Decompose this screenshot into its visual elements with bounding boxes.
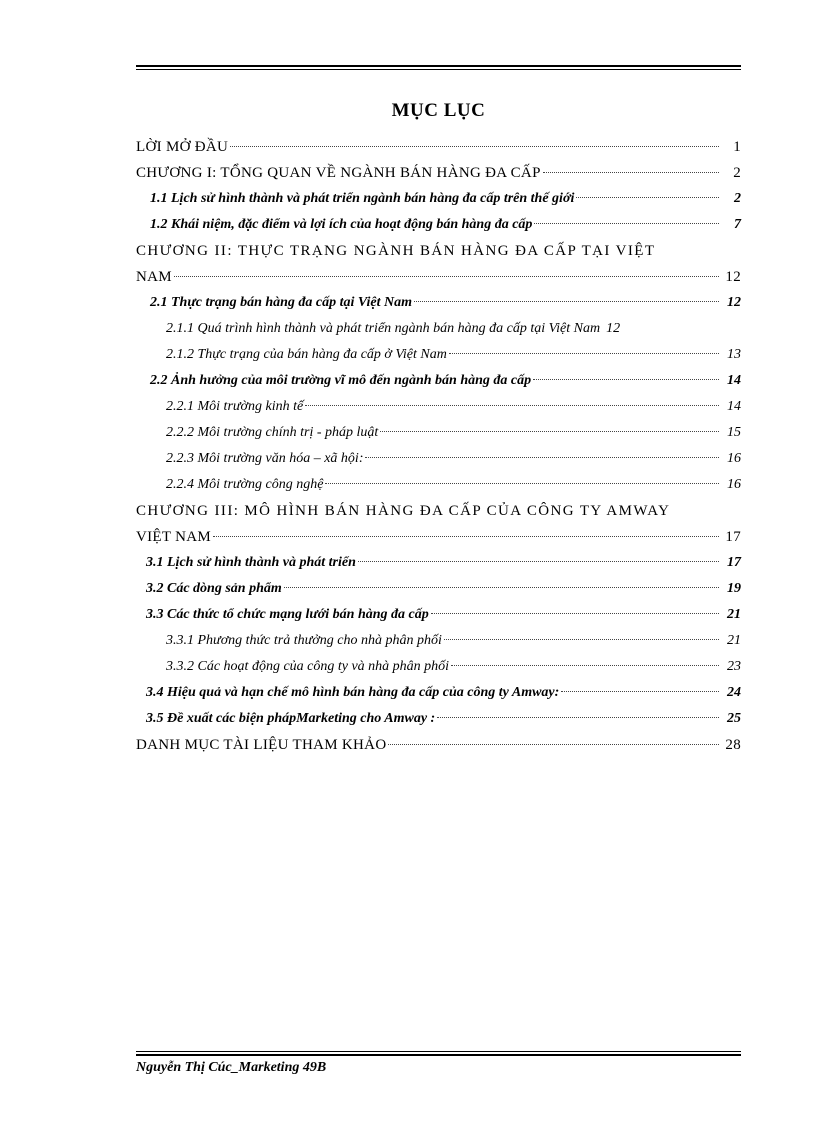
toc-page: 17 xyxy=(725,529,741,545)
toc-entry-1-1[interactable] xyxy=(136,186,741,212)
toc-entry-intro[interactable] xyxy=(136,134,741,160)
toc-entry-2-1-1[interactable] xyxy=(136,316,741,342)
toc-label: 2.2.4 Môi trường công nghệ xyxy=(166,477,324,492)
toc-entry-2-1[interactable] xyxy=(136,290,741,316)
toc-entry-2-2-2[interactable] xyxy=(136,420,741,446)
dot-leader xyxy=(437,717,719,718)
toc-entry-3-3[interactable] xyxy=(136,602,741,628)
page-title: MỤC LỤC xyxy=(391,100,486,121)
toc-page: 21 xyxy=(727,607,741,622)
toc-label: 2.1 Thực trạng bán hàng đa cấp tại Việt Nam xyxy=(150,295,412,310)
toc-page: 17 xyxy=(727,555,741,570)
toc-label: 3.2 Các dòng sản phẩm xyxy=(146,581,282,596)
dot-leader xyxy=(576,197,719,198)
toc-label: 3.3.2 Các hoạt động của công ty và nhà phân phối xyxy=(166,659,450,674)
toc-page: 14 xyxy=(727,373,741,388)
footer-author: Nguyễn Thị Cúc_Marketing 49B xyxy=(136,1060,327,1075)
toc-entry-1-2[interactable] xyxy=(136,212,741,238)
toc-label: 2.2.2 Môi trường chính trị - pháp luật xyxy=(166,425,379,440)
toc-label: LỜI MỞ ĐẦU xyxy=(136,139,229,155)
table-of-contents xyxy=(136,134,741,758)
toc-entry-3-4[interactable] xyxy=(136,680,741,706)
toc-entry-references[interactable] xyxy=(136,732,741,758)
toc-label: CHƯƠNG III: MÔ HÌNH BÁN HÀNG ĐA CẤP CỦA CÔNG TY AMWAY xyxy=(136,503,671,519)
toc-label-cont: VIỆT NAM xyxy=(136,529,212,545)
footer-rule xyxy=(136,1051,741,1056)
dot-leader xyxy=(358,561,719,562)
toc-label: 2.1.2 Thực trạng của bán hàng đa cấp ở Việt Nam xyxy=(166,347,447,362)
toc-page: 24 xyxy=(727,685,741,700)
header-rule xyxy=(136,65,741,70)
toc-entry-3-5[interactable] xyxy=(136,706,741,732)
dot-leader xyxy=(284,587,719,588)
toc-page: 12 xyxy=(606,321,621,336)
toc-label-cont: NAM xyxy=(136,269,172,285)
dot-leader xyxy=(365,457,719,458)
toc-label: DANH MỤC TÀI LIỆU THAM KHẢO xyxy=(136,737,387,753)
toc-label: 1.1 Lịch sử hình thành và phát triển ngành bán hàng đa cấp trên thế giới xyxy=(150,191,575,206)
toc-entry-chapter-1[interactable] xyxy=(136,160,741,186)
dot-leader xyxy=(230,146,719,147)
toc-entry-2-2-3[interactable] xyxy=(136,446,741,472)
toc-label: 3.3.1 Phương thức trả thưởng cho nhà phân phối xyxy=(166,633,442,648)
dot-leader xyxy=(451,665,719,666)
toc-page: 15 xyxy=(727,425,741,440)
dot-leader xyxy=(174,276,719,277)
toc-label: 1.2 Khái niệm, đặc điểm và lợi ích của hoạt động bán hàng đa cấp xyxy=(150,217,533,232)
toc-page: 14 xyxy=(727,399,741,414)
toc-page: 16 xyxy=(727,477,741,492)
toc-label: 2.1.1 Quá trình hình thành và phát triển ngành bán hàng đa cấp tại Việt Nam xyxy=(166,321,601,336)
toc-page: 21 xyxy=(727,633,741,648)
toc-label: 2.2.1 Môi trường kinh tế xyxy=(166,399,304,414)
dot-leader xyxy=(325,483,719,484)
toc-label: 3.4 Hiệu quả và hạn chế mô hình bán hàng đa cấp của công ty Amway: xyxy=(146,685,560,700)
toc-entry-2-2-1[interactable] xyxy=(136,394,741,420)
toc-page: 7 xyxy=(734,217,741,232)
toc-page: 1 xyxy=(733,139,741,155)
toc-entry-chapter-2[interactable] xyxy=(136,238,741,290)
dot-leader xyxy=(380,431,719,432)
toc-label: CHƯƠNG II: THỰC TRẠNG NGÀNH BÁN HÀNG ĐA CẤP TẠI VIỆT xyxy=(136,243,656,259)
toc-entry-3-3-1[interactable] xyxy=(136,628,741,654)
toc-page: 2 xyxy=(734,191,741,206)
toc-page: 19 xyxy=(727,581,741,596)
toc-page: 12 xyxy=(727,295,741,310)
dot-leader xyxy=(534,223,719,224)
toc-page: 16 xyxy=(727,451,741,466)
dot-leader xyxy=(213,536,719,537)
toc-page: 13 xyxy=(727,347,741,362)
toc-label: CHƯƠNG I: TỔNG QUAN VỀ NGÀNH BÁN HÀNG ĐA CẤP xyxy=(136,165,541,181)
toc-page: 23 xyxy=(727,659,741,674)
dot-leader xyxy=(533,379,719,380)
toc-entry-3-1[interactable] xyxy=(136,550,741,576)
toc-entry-3-3-2[interactable] xyxy=(136,654,741,680)
dot-leader xyxy=(305,405,719,406)
toc-label: 3.3 Các thức tổ chức mạng lưới bán hàng đa cấp xyxy=(146,607,429,622)
toc-page: 12 xyxy=(725,269,741,285)
toc-entry-2-2-4[interactable] xyxy=(136,472,741,498)
toc-page: 2 xyxy=(733,165,741,181)
dot-leader xyxy=(561,691,719,692)
toc-entry-2-1-2[interactable] xyxy=(136,342,741,368)
toc-page: 25 xyxy=(727,711,741,726)
dot-leader xyxy=(543,172,719,173)
dot-leader xyxy=(431,613,719,614)
dot-leader xyxy=(449,353,719,354)
toc-entry-chapter-3[interactable] xyxy=(136,498,741,550)
toc-label: 2.2 Ảnh hưởng của môi trường vĩ mô đến ngành bán hàng đa cấp xyxy=(150,373,532,388)
toc-label: 3.5 Đề xuất các biện phápMarketing cho Amway : xyxy=(146,711,436,726)
dot-leader xyxy=(414,301,719,302)
toc-entry-2-2[interactable] xyxy=(136,368,741,394)
toc-label: 2.2.3 Môi trường văn hóa – xã hội: xyxy=(166,451,364,466)
dot-leader xyxy=(444,639,719,640)
toc-label: 3.1 Lịch sử hình thành và phát triển xyxy=(146,555,356,570)
toc-page: 28 xyxy=(725,737,741,753)
toc-entry-3-2[interactable] xyxy=(136,576,741,602)
dot-leader xyxy=(388,744,719,745)
